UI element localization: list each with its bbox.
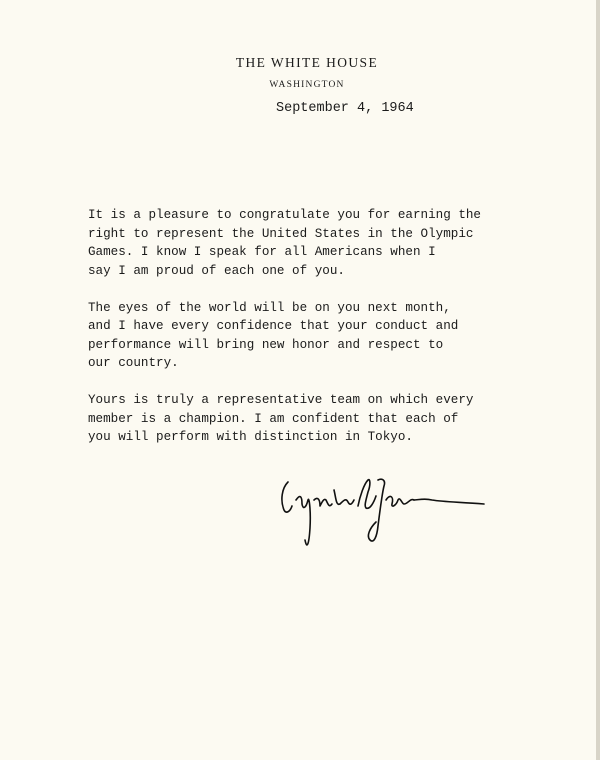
page-edge <box>596 0 600 760</box>
paragraph-3: Yours is truly a representative team on which every member is a champion. I am confident that each of you will perform with distinction in Tokyo. <box>88 393 474 444</box>
paragraph-1: It is a pleasure to congratulate you for earning the right to represent the United States in the Olympic Games. I know I speak for all Americans when I say I am proud of each one of you. <box>88 208 481 278</box>
letter-body <box>88 206 528 465</box>
paragraph-2: The eyes of the world will be on you next month, and I have every confidence that your conduct and performance will bring new honor and respect to our country. <box>88 300 459 370</box>
letter-date: September 4, 1964 <box>276 101 414 116</box>
letterhead-subtitle: WASHINGTON <box>269 80 345 90</box>
letterhead-title: THE WHITE HOUSE <box>235 55 379 70</box>
handwritten-signature <box>274 470 494 560</box>
